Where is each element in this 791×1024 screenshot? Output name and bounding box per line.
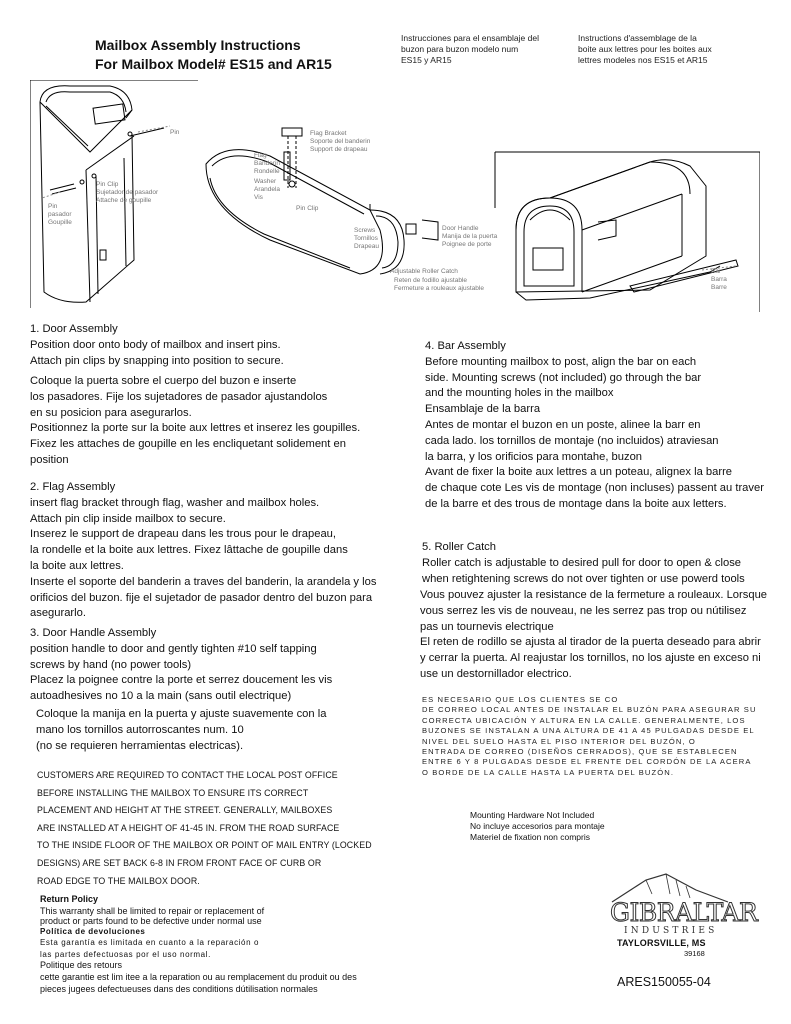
policy-title-es: Política de devoluciones [40, 926, 146, 936]
label-pin: Pin [170, 129, 180, 136]
text-line: insert flag bracket through flag, washer and mailbox holes. [30, 496, 320, 509]
label-roller-catch: Reten de fodillo ajustable [394, 277, 467, 284]
return-policy [40, 894, 410, 995]
notice-line: DE CORREO LOCAL ANTES DE INSTALAR EL BUZÓN PARA ASEGURAR SU [422, 705, 757, 715]
policy-line: las partes defectuosas por el uso normal. [40, 949, 211, 959]
text-line: Coloque la puerta sobre el cuerpo del buzon e inserte [30, 375, 297, 387]
text-line: Before mounting mailbox to post, align the bar on each [425, 355, 697, 368]
label-pin-clip-left: Sujetador de pasador [96, 189, 159, 196]
logo-sub: INDUSTRIES [624, 926, 718, 936]
text-line: cada lado. los tornillos de montaje (no incluidos) atraviesan [425, 434, 719, 447]
header-french-line: Instructions d'assemblage de la [578, 33, 697, 43]
label-flag: Banderin [254, 160, 281, 167]
label-door-handle: Poignee de porte [442, 241, 492, 248]
header-spanish-line: ES15 y AR15 [401, 55, 452, 65]
label-flag: Flag [254, 152, 267, 159]
text-line: orificios del buzon. fije el sujetador de pasador dentro del buzon para [30, 591, 373, 604]
text-line: Avant de fixer la boite aux lettres a un poteau, alignex la barre [425, 466, 733, 479]
label-washer: Washer [254, 178, 277, 185]
label-screws: Tornillos [354, 235, 378, 242]
text-line: asegurarlo. [30, 607, 86, 620]
assembly-diagram [30, 80, 760, 312]
notice-line: ENTRE 6 Y 8 PULGADAS DESDE EL FRENTE DEL CORDÓN DE LA ACERA [422, 757, 752, 767]
policy-line: Esta garantía es limitada en cuanto a la reparación o [40, 938, 260, 948]
policy-line: cette garantie est lim itee a la reparation ou au remplacement du produit ou des [40, 971, 357, 982]
label-pin-clip-left: Attache de goupille [96, 197, 152, 204]
text-line: la boite aux lettres. [30, 559, 124, 572]
hardware-line: Mounting Hardware Not Included [470, 810, 595, 820]
notice-line: PLACEMENT AND HEIGHT AT THE STREET. GENERALLY, MAILBOXES [37, 805, 333, 816]
policy-line: pieces jugees defectueuses dans des conditions dútilisation normales [40, 983, 318, 994]
text-line: autoadhesives no 10 a la main (sans outil electrique) [30, 690, 292, 703]
text-line: de la barre et des trous de montage dans la boite aux letters. [425, 497, 727, 510]
label-door-handle: Manija de la puerta [442, 233, 498, 240]
text-line: Fixez les attaches de goupille en les encliquetant solidement en [30, 437, 346, 450]
text-line: El reten de rodillo se ajusta al tirador de la puerta deseado para abrir [420, 636, 761, 649]
mailbox-bar-drawing [516, 160, 738, 300]
section-heading: 1. Door Assembly [30, 323, 118, 335]
notice-line: ENTRADA DE CORREO (DISEÑOS CERRADOS), QUE SE ESTABLECEN [422, 747, 738, 757]
page-title [95, 36, 332, 74]
label-pin-clip-mid: Pin Clip [296, 205, 319, 212]
header-french [578, 33, 712, 66]
notice-english [37, 767, 407, 890]
header-french-line: lettres modeles nos ES15 et AR15 [578, 55, 708, 65]
title-line-2: For Mailbox Model# ES15 and AR15 [95, 56, 332, 72]
policy-line: product or parts found to be defective under normal use [40, 915, 262, 926]
label-washer: Vis [254, 194, 263, 201]
notice-line: ES NECESARIO QUE LOS CLIENTES SE CO [422, 695, 619, 704]
text-line: Attach pin clips by snapping into position to secure. [30, 354, 284, 367]
label-bar: Barre [711, 284, 727, 291]
text-line: Positionnez la porte sur la boite aux lettres et inserez les goupilles. [30, 422, 361, 434]
policy-line: This warranty shall be limited to repair or replacement of [40, 905, 265, 916]
text-line: when retightening screws do not over tighten or use powerd tools [422, 572, 745, 585]
text-line: position handle to door and gently tighten #10 self tapping [30, 642, 317, 655]
text-line: Coloque la manija en la puerta y ajuste suavemente con la [36, 708, 327, 720]
text-line: pas un tournevis electrique [420, 620, 554, 633]
text-line: Position door onto body of mailbox and insert pins. [30, 338, 281, 351]
label-screws: Screws [354, 227, 376, 234]
policy-title-fr: Politique des retours [40, 960, 123, 971]
header-spanish-line: buzon para buzon modelo num [401, 44, 519, 54]
text-line: la barra, y los orificios para montahe, buzon [425, 450, 643, 463]
label-flag-bracket: Flag Bracket [310, 130, 347, 137]
section-roller-catch-fr-es [420, 588, 782, 683]
label-flag-bracket: Support de drapeau [310, 146, 368, 153]
notice-line: DESIGNS) ARE SET BACK 6-8 IN FROM FRONT FACE OF CURB OR [37, 857, 322, 868]
text-line: vous serrez les vis de nouveau, ne les serrez pas trop ou nútilisez [420, 604, 747, 617]
label-flag-bracket: Soporte del banderin [310, 138, 371, 145]
section-door-assembly [30, 322, 400, 369]
text-line: de chaque cote Les vis de montage (non incluses) passent au traver [425, 482, 764, 495]
header-spanish-line: Instrucciones para el ensamblaje del [401, 33, 539, 43]
header-spanish [401, 33, 539, 66]
header-french-line: boite aux lettres pour les boites aux [578, 44, 712, 54]
notice-line: CUSTOMERS ARE REQUIRED TO CONTACT THE LOCAL POST OFFICE [37, 770, 338, 780]
text-line: use un destornillador electrico. [420, 667, 572, 680]
notice-line: NIVEL DEL SUELO HASTA EL PISO INTERIOR DEL BUZÓN, O [422, 736, 696, 746]
policy-title-en: Return Policy [40, 894, 99, 904]
section-door-assembly-fr [30, 421, 415, 468]
notice-line: O BORDE DE LA CALLE HASTA LA PUERTA DEL BUZÓN. [422, 767, 675, 777]
text-line: Inserez le support de drapeau dans les trous pour le drapeau, [30, 528, 336, 541]
text-line: Inserte el soporte del banderin a traves del banderin, la arandela y los [30, 575, 377, 588]
hardware-note [470, 810, 605, 843]
label-door-handle: Door Handle [442, 225, 479, 232]
notice-line: BUZONES SE INSTALAN A UNA ALTURA DE 41 A 45 PULGADAS DESDE EL [422, 726, 755, 736]
text-line: Attach pin clip inside mailbox to secure. [30, 512, 226, 525]
section-door-handle-es [36, 707, 416, 754]
notice-line: ARE INSTALLED AT A HEIGHT OF 41-45 IN. FROM THE ROAD SURFACE [37, 822, 340, 833]
text-line: screws by hand (no power tools) [30, 658, 192, 671]
logo-zip: 39168 [684, 949, 705, 958]
label-pin-left: Goupille [48, 219, 72, 226]
section-subheading: Ensamblaje de la barra [425, 403, 541, 416]
label-roller-catch: Adjustable Roller Catch [390, 268, 458, 275]
text-line: Roller catch is adjustable to desired pull for door to open & close [422, 556, 742, 569]
logo-name: GIBRALTAR [610, 898, 758, 927]
notice-line: TO THE INSIDE FLOOR OF THE MAILBOX OR POINT OF MAIL ENTRY (LOCKED [37, 840, 372, 851]
section-door-handle [30, 626, 410, 705]
section-heading: 2. Flag Assembly [30, 481, 116, 493]
text-line: Placez la poignee contre la porte et serrez doucement les vis [30, 674, 333, 687]
hardware-line: No incluye accesorios para montaje [470, 821, 605, 831]
label-pin-left: pasador [48, 211, 72, 218]
text-line: la rondelle et la boite aux lettres. Fixez lâttache de goupille dans [30, 544, 348, 557]
notice-line: CORRECTA UBICACIÓN Y ALTURA EN LA CALLE. GENERALMENTE, LOS [422, 715, 746, 725]
section-door-assembly-es [30, 374, 400, 421]
hardware-line: Materiel de fixation non compris [470, 832, 591, 842]
text-line: en su posicion para asegurarlos. [30, 406, 192, 419]
text-line: Vous pouvez ajuster la resistance de la fermeture a rouleaux. Lorsque [420, 589, 768, 601]
section-heading: 4. Bar Assembly [425, 340, 506, 352]
notice-line: BEFORE INSTALLING THE MAILBOX TO ENSURE ITS CORRECT [37, 787, 309, 798]
label-roller-catch: Fermeture a rouleaux ajustable [394, 285, 484, 292]
text-line: los pasadores. Fije los sujetadores de pasador ajustandolos [30, 390, 328, 403]
document-code: ARES150055-04 [617, 975, 711, 989]
notice-line: ROAD EDGE TO THE MAILBOX DOOR. [37, 875, 200, 886]
gibraltar-logo [606, 864, 758, 964]
title-line-1: Mailbox Assembly Instructions [95, 37, 301, 53]
label-flag: Rondelle [254, 168, 280, 175]
section-bar-assembly [425, 339, 775, 513]
section-roller-catch [422, 540, 782, 587]
label-pin-clip-left: Pin Clip [96, 181, 119, 188]
text-line: Antes de montar el buzon en un poste, alinee la barr en [425, 418, 701, 431]
text-line: and the mounting holes in the mailbox [425, 387, 614, 400]
section-heading: 3. Door Handle Assembly [30, 627, 157, 639]
label-washer: Arandela [254, 186, 281, 193]
text-line: mano los tornillos autorroscantes num. 10 [36, 723, 244, 736]
label-bar: Barra [711, 276, 727, 283]
logo-city: TAYLORSVILLE, MS [617, 938, 706, 948]
text-line: y cerrar la puerta. Al reajustar los tornillos, no los ajuste en exceso ni [420, 652, 761, 665]
text-line: (no se requieren herramientas electricas). [36, 739, 244, 752]
label-screws: Drapeau [354, 243, 379, 250]
notice-spanish [422, 695, 777, 778]
section-flag-assembly [30, 480, 415, 622]
text-line: side. Mounting screws (not included) go through the bar [425, 371, 702, 384]
label-pin-left: Pin [48, 203, 58, 210]
section-heading: 5. Roller Catch [422, 541, 496, 553]
label-bar: Bar [711, 268, 722, 275]
text-line: position [30, 453, 69, 466]
